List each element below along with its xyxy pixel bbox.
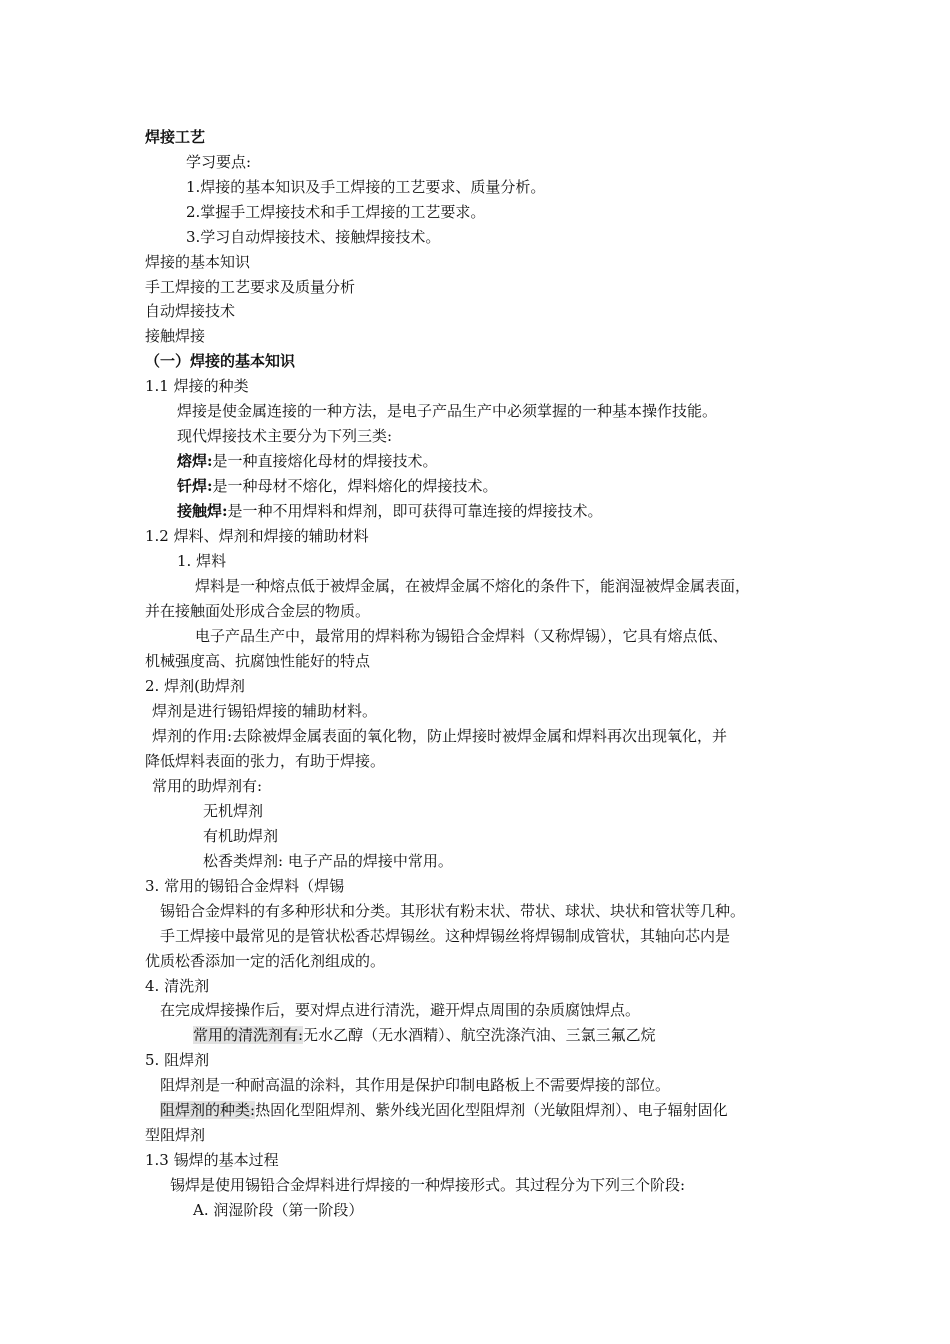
term: 钎焊: — [177, 477, 213, 495]
highlighted-label: 阻焊剂的种类: — [160, 1101, 256, 1119]
outline-item-1: 焊接的基本知识 — [145, 253, 251, 271]
welding-type-fusion — [177, 451, 438, 471]
study-point-1: 1.焊接的基本知识及手工焊接的工艺要求、质量分析。 — [186, 178, 546, 196]
resist-items: 热固化型阻焊剂、紫外线光固化型阻焊剂（光敏阻焊剂）、电子辐射固化 — [255, 1101, 728, 1119]
item-title-alloy: 3. 常用的锡铅合金焊料（焊锡 — [145, 877, 345, 895]
subsection-1-2-title: 1.2 焊料、焊剂和焊接的辅助材料 — [145, 527, 369, 545]
paragraph: 机械强度高、抗腐蚀性能好的特点 — [145, 652, 371, 670]
paragraph: 型阻焊剂 — [145, 1126, 206, 1144]
paragraph: 焊料是一种熔点低于被焊金属，在被焊金属不熔化的条件下，能润湿被焊金属表面， — [195, 577, 751, 595]
stage-a: A. 润湿阶段（第一阶段） — [193, 1201, 364, 1219]
paragraph: 手工焊接中最常见的是管状松香芯焊锡丝。这种焊锡丝将焊锡制成管状，其轴向芯内是 — [160, 927, 731, 945]
paragraph: 常用的助焊剂有: — [152, 777, 263, 795]
paragraph: 焊剂的作用:去除被焊金属表面的氧化物，防止焊接时被焊金属和焊料再次出现氧化，并 — [152, 727, 728, 745]
definition: 是一种不用焊料和焊剂，即可获得可靠连接的焊接技术。 — [227, 502, 603, 520]
highlighted-label: 常用的清洗剂有: — [193, 1026, 304, 1044]
definition: 是一种母材不熔化，焊料熔化的焊接技术。 — [212, 477, 498, 495]
welding-type-contact — [177, 501, 603, 521]
paragraph: 锡焊是使用锡铅合金焊料进行焊接的一种焊接形式。其过程分为下列三个阶段: — [170, 1176, 686, 1194]
item-title-solder: 1. 焊料 — [177, 552, 227, 570]
paragraph: 在完成焊接操作后，要对焊点进行清洗，避开焊点周围的杂质腐蚀焊点。 — [160, 1001, 641, 1019]
term: 接触焊: — [177, 502, 228, 520]
outline-item-3: 自动焊接技术 — [145, 302, 236, 320]
paragraph: 阻焊剂是一种耐高温的涂料，其作用是保护印制电路板上不需要焊接的部位。 — [160, 1076, 671, 1094]
document-title: 焊接工艺 — [145, 128, 206, 146]
paragraph: 并在接触面处形成合金层的物质。 — [145, 602, 371, 620]
cleaner-items: 无水乙醇（无水酒精）、航空洗涤汽油、三氯三氟乙烷 — [303, 1026, 656, 1044]
paragraph: 焊剂是进行锡铅焊接的辅助材料。 — [152, 702, 378, 720]
paragraph: 现代焊接技术主要分为下列三类: — [177, 427, 393, 445]
definition: 是一种直接熔化母材的焊接技术。 — [212, 452, 438, 470]
paragraph: 降低焊料表面的张力，有助于焊接。 — [145, 752, 386, 770]
paragraph: 优质松香添加一定的活化剂组成的。 — [145, 952, 386, 970]
item-title-resist: 5. 阻焊剂 — [145, 1051, 210, 1069]
paragraph: 电子产品生产中，最常用的焊料称为锡铅合金焊料（又称焊锡），它具有熔点低、 — [195, 627, 728, 645]
welding-type-brazing — [177, 476, 498, 496]
outline-item-2: 手工焊接的工艺要求及质量分析 — [145, 278, 356, 296]
flux-kind: 有机助焊剂 — [203, 827, 279, 845]
paragraph: 锡铅合金焊料的有多种形状和分类。其形状有粉末状、带状、球状、块状和管状等几种。 — [160, 902, 746, 920]
item-title-cleaner: 4. 清洗剂 — [145, 977, 210, 995]
flux-kind: 松香类焊剂: 电子产品的焊接中常用。 — [203, 852, 453, 870]
term: 熔焊: — [177, 452, 213, 470]
subsection-1-3-title: 1.3 锡焊的基本过程 — [145, 1151, 279, 1169]
paragraph: 焊接是使金属连接的一种方法，是电子产品生产中必须掌握的一种基本操作技能。 — [177, 402, 718, 420]
study-point-2: 2.掌握手工焊接技术和手工焊接的工艺要求。 — [186, 203, 486, 221]
flux-kind: 无机焊剂 — [203, 802, 264, 820]
item-title-flux: 2. 焊剂(助焊剂 — [145, 677, 245, 695]
resist-list — [160, 1100, 728, 1120]
study-point-3: 3.学习自动焊接技术、接触焊接技术。 — [186, 228, 441, 246]
subsection-1-1-title: 1.1 焊接的种类 — [145, 377, 249, 395]
section-1-title: （一）焊接的基本知识 — [145, 352, 296, 370]
cleaner-list — [193, 1025, 656, 1045]
study-points-heading: 学习要点: — [186, 153, 252, 171]
outline-item-4: 接触焊接 — [145, 327, 206, 345]
